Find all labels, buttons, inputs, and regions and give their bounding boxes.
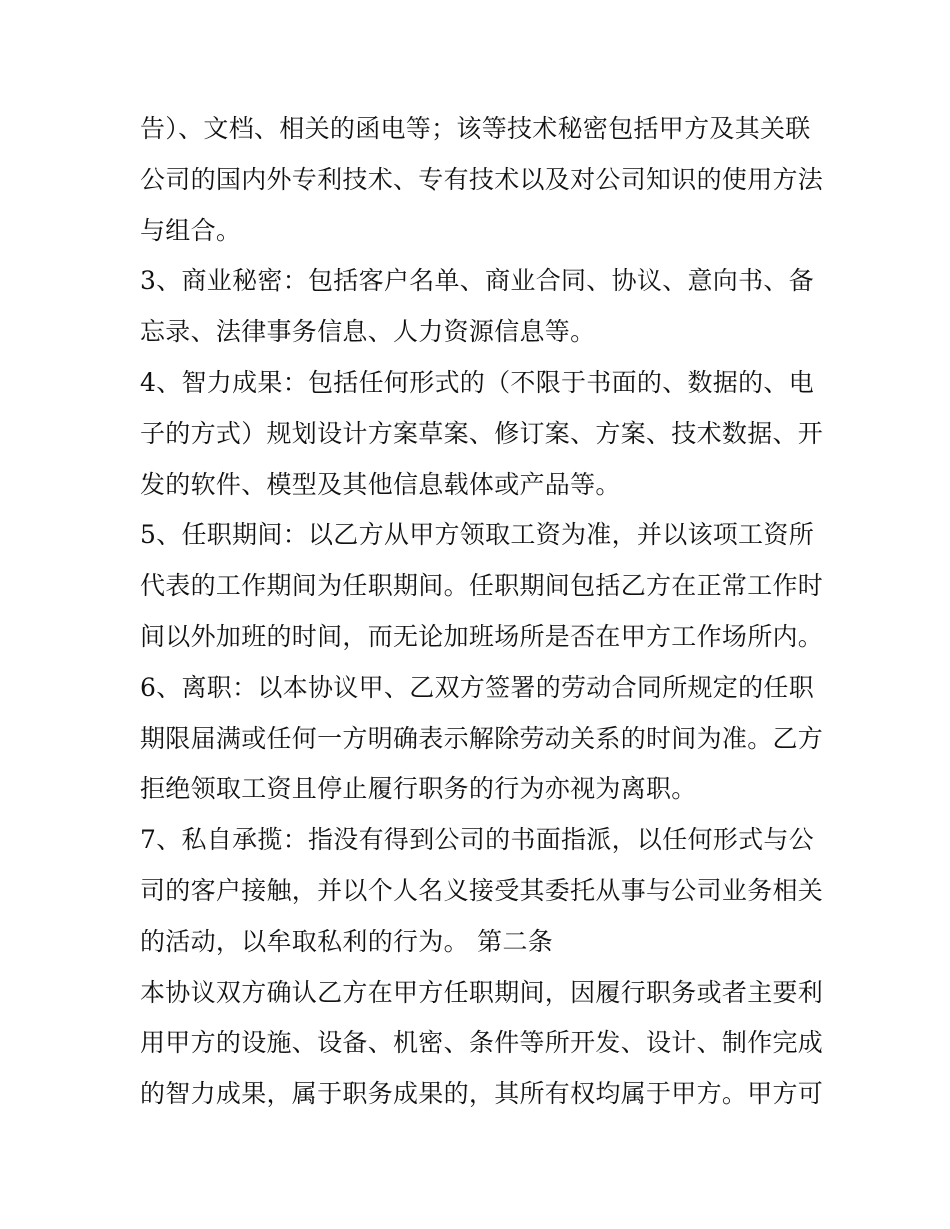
text-line: 代表的工作期间为任职期间。任职期间包括乙方在正常工作时 xyxy=(140,571,824,601)
text-line: 3、商业秘密：包括客户名单、商业合同、协议、意向书、备 xyxy=(140,266,815,296)
text-line: 司的客户接触，并以个人名义接受其委托从事与公司业务相关 xyxy=(140,875,824,905)
text-line: 忘录、法律事务信息、人力资源信息等。 xyxy=(140,317,596,347)
text-line: 拒绝领取工资且停止履行职务的行为亦视为离职。 xyxy=(140,774,697,804)
text-line: 用甲方的设施、设备、机密、条件等所开发、设计、制作完成 xyxy=(140,1028,824,1058)
text-line: 与组合。 xyxy=(140,215,242,245)
text-line: 告）、文档、相关的函电等；该等技术秘密包括甲方及其关联 xyxy=(140,114,811,143)
document-page xyxy=(140,104,824,1120)
text-line: 4、智力成果：包括任何形式的（不限于书面的、数据的、电 xyxy=(140,367,815,397)
text-line: 发的软件、模型及其他信息载体或产品等。 xyxy=(140,469,621,499)
text-line: 的活动，以牟取私利的行为。 第二条 xyxy=(140,926,554,956)
text-line: 6、离职：以本协议甲、乙双方签署的劳动合同所规定的任职 xyxy=(140,672,815,702)
text-line: 期限届满或任何一方明确表示解除劳动关系的时间为准。乙方 xyxy=(140,723,824,753)
text-line: 的智力成果，属于职务成果的，其所有权均属于甲方。甲方可 xyxy=(140,1079,824,1109)
text-line: 公司的国内外专利技术、专有技术以及对公司知识的使用方法 xyxy=(140,164,824,194)
text-line: 5、任职期间：以乙方从甲方领取工资为准，并以该项工资所 xyxy=(140,520,815,550)
text-line: 7、私自承揽：指没有得到公司的书面指派，以任何形式与公 xyxy=(140,825,815,855)
text-line: 本协议双方确认乙方在甲方任职期间，因履行职务或者主要利 xyxy=(140,977,824,1007)
text-line: 子的方式）规划设计方案草案、修订案、方案、技术数据、开 xyxy=(140,418,824,448)
text-line: 间以外加班的时间，而无论加班场所是否在甲方工作场所内。 xyxy=(140,621,824,651)
